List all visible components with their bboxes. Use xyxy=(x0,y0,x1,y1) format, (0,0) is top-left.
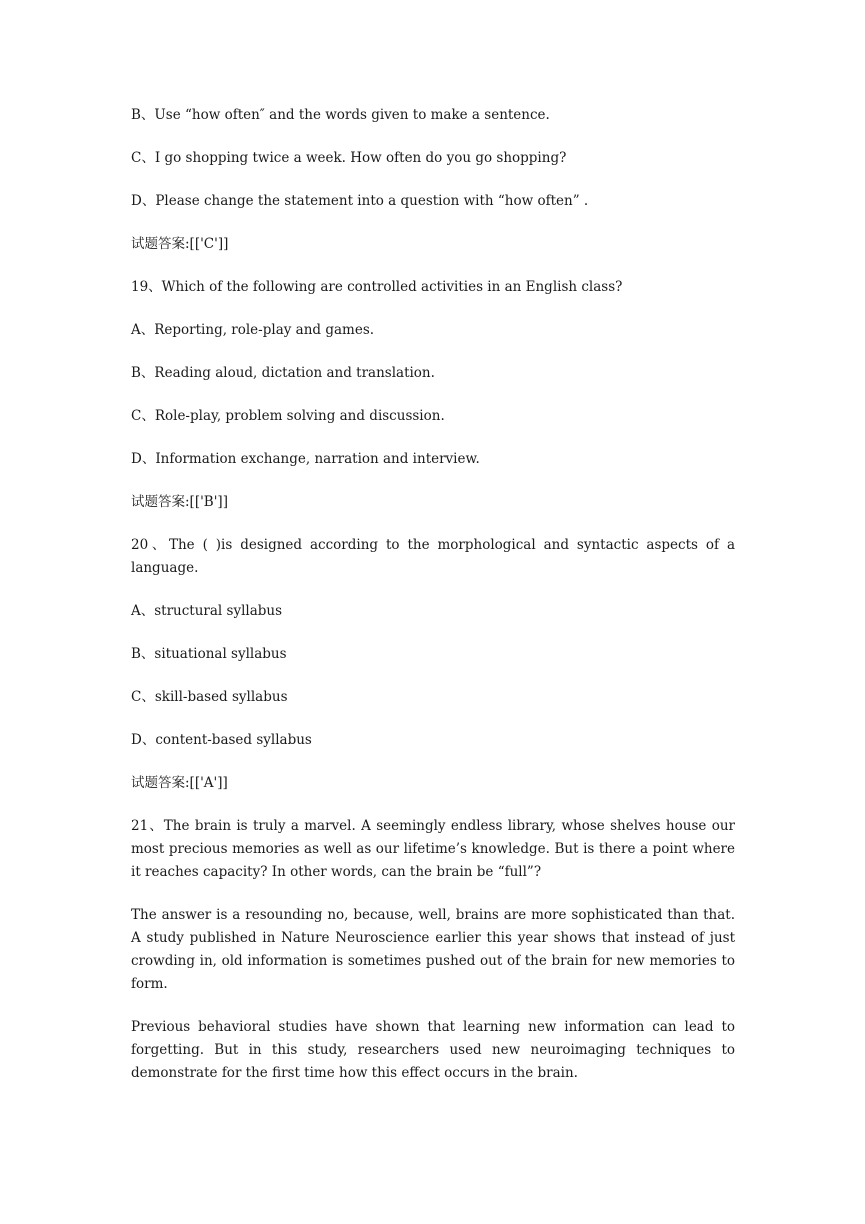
option-b-q20: B、situational syllabus xyxy=(131,646,287,662)
answer-q19: 试题答案:[['B']] xyxy=(131,494,228,510)
passage-paragraph-3: Previous behavioral studies have shown that learning new information can lead to forgetting. But in this study, researchers used new neuroimaging techniques to demonstrate for the first time how this effect occurs in the brain. xyxy=(131,1019,735,1081)
option-d-q20: D、content-based syllabus xyxy=(131,732,312,748)
option-d-q18: D、Please change the statement into a question with “how often” . xyxy=(131,193,589,209)
document-page xyxy=(131,104,735,1085)
option-c-q20: C、skill-based syllabus xyxy=(131,689,288,705)
option-c-q19: C、Role-play, problem solving and discussion. xyxy=(131,408,445,424)
option-a-q20: A、structural syllabus xyxy=(131,603,283,619)
passage-paragraph-2: The answer is a resounding no, because, well, brains are more sophisticated than that. A study published in Nature Neuroscience earlier this year shows that instead of just crowding in, old information is sometimes pushed out of the brain for new memories to form. xyxy=(131,907,735,992)
option-a-q19: A、Reporting, role-play and games. xyxy=(131,322,375,338)
option-b-q19: B、Reading aloud, dictation and translation. xyxy=(131,365,435,381)
answer-q20: 试题答案:[['A']] xyxy=(131,775,228,791)
option-b-q18: B、Use “how often″ and the words given to make a sentence. xyxy=(131,107,550,123)
option-c-q18: C、I go shopping twice a week. How often do you go shopping? xyxy=(131,150,567,166)
question-19: 19、Which of the following are controlled activities in an English class? xyxy=(131,279,623,295)
question-20: 20、The ( )is designed according to the morphological and syntactic aspects of a language. xyxy=(131,537,735,576)
answer-q18: 试题答案:[['C']] xyxy=(131,236,229,252)
option-d-q19: D、Information exchange, narration and interview. xyxy=(131,451,480,467)
question-21-passage-paragraph-1: 21、The brain is truly a marvel. A seemingly endless library, whose shelves house our most precious memories as well as our lifetime’s knowledge. But is there a point where it reaches capacity? In other words, can the brain be “full”? xyxy=(131,818,735,880)
